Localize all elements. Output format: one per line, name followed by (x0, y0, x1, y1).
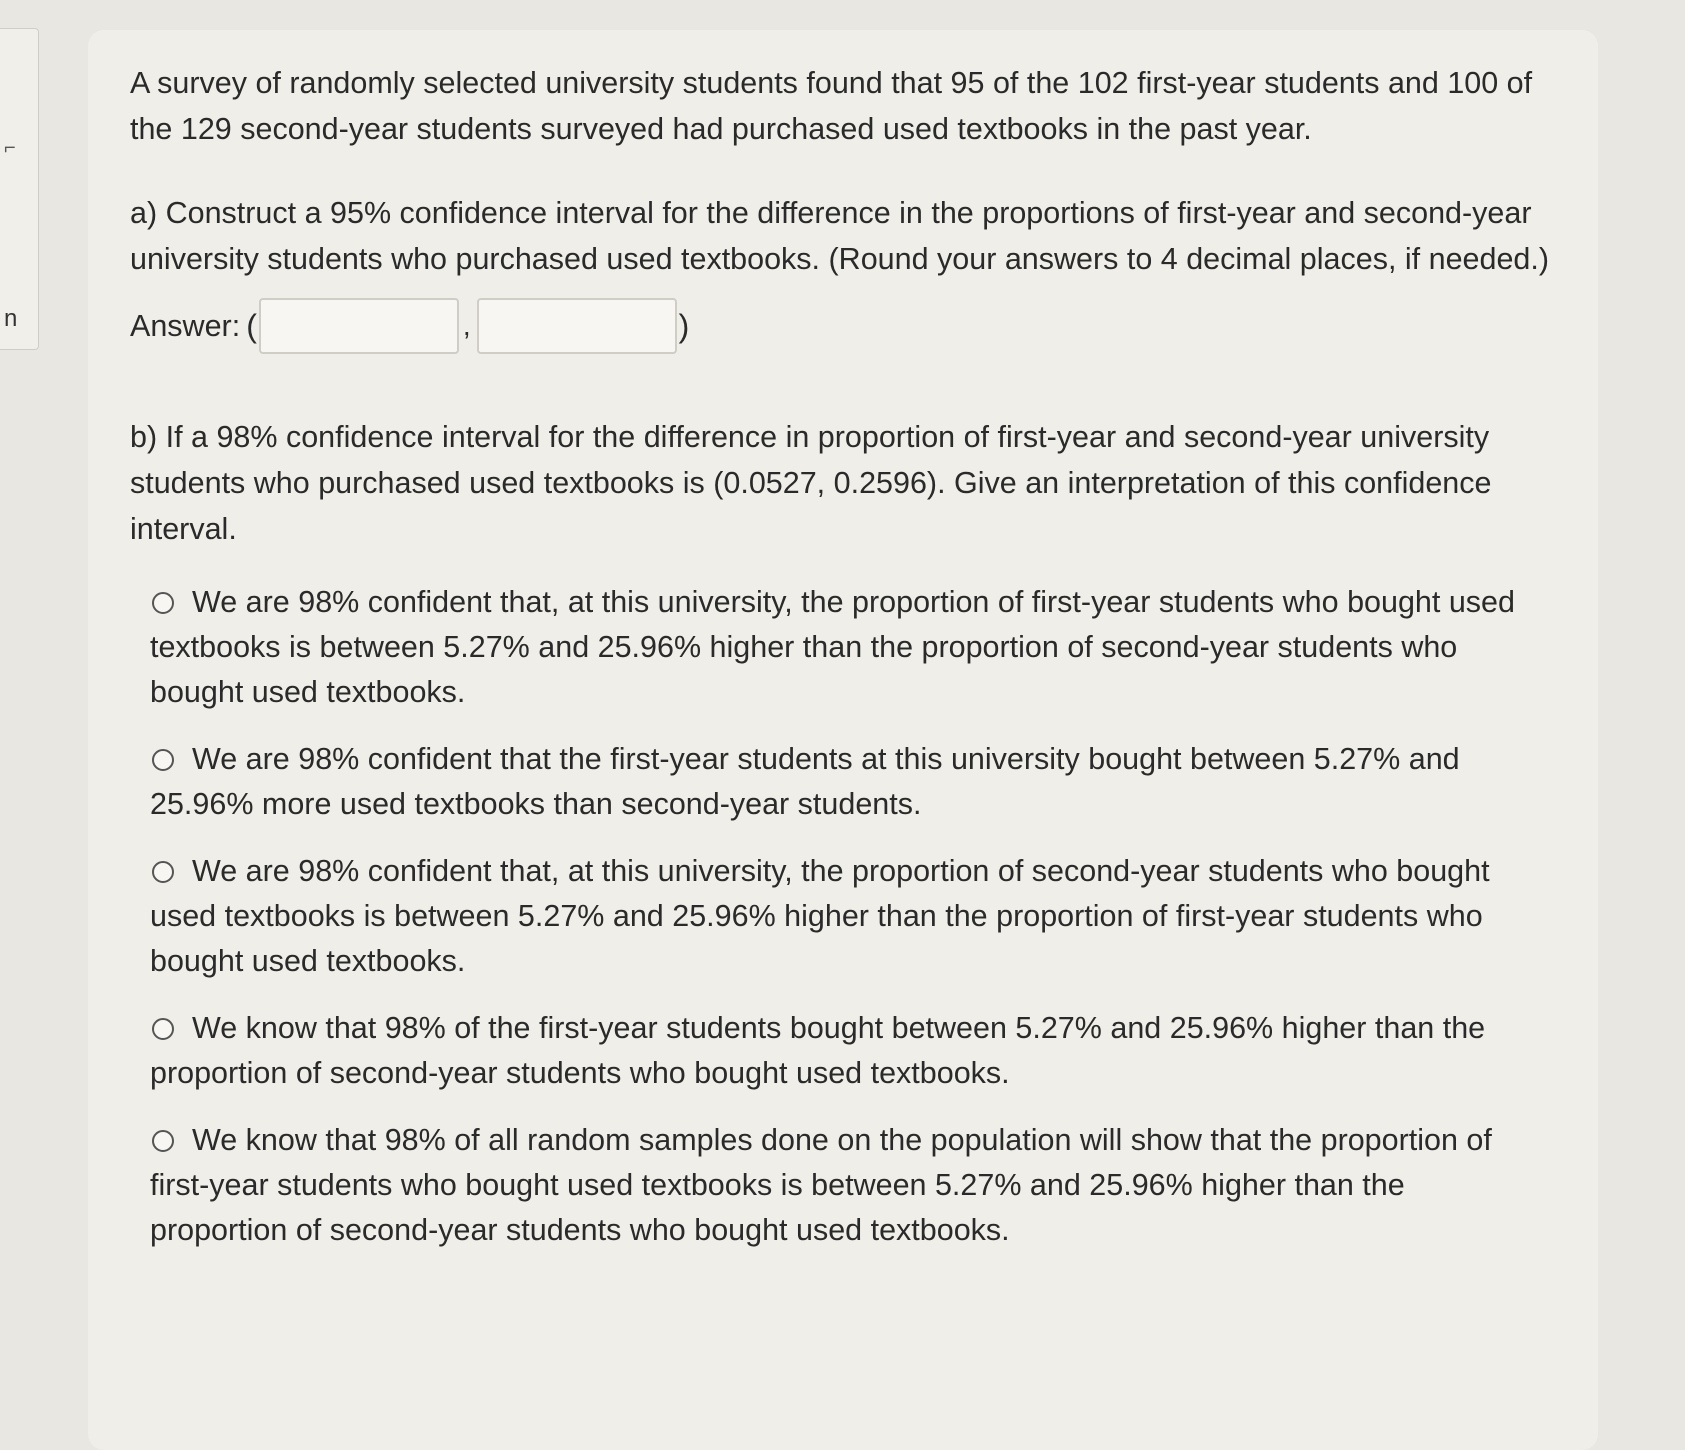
option-5-text: We know that 98% of all random samples done on the population will show that the proportion of first-year students who bought used textbooks is between 5.27% and 25.96% higher than the proportion of second-year students who bought used textbooks. (150, 1123, 1492, 1247)
radio-button-icon[interactable] (152, 1018, 174, 1040)
question-card (88, 30, 1598, 1450)
option-4[interactable] (150, 1006, 1550, 1096)
answer-label: Answer: (130, 308, 241, 343)
side-panel-text-fragment: n (4, 305, 18, 332)
option-2-text: We are 98% confident that the first-year students at this university bought between 5.27% and 25.96% more used textbooks than second-year students. (150, 742, 1460, 821)
open-paren: ( (246, 307, 257, 344)
side-panel-edge (0, 28, 39, 350)
interval-separator: , (462, 310, 471, 341)
radio-button-icon[interactable] (152, 1130, 174, 1152)
lower-bound-input[interactable] (259, 298, 459, 354)
option-2[interactable] (150, 737, 1550, 827)
question-intro: A survey of randomly selected university students found that 95 of the 102 first-year students and 100 of the 129 second-year students surveyed had purchased used textbooks in the past year. (130, 66, 1533, 146)
radio-button-icon[interactable] (152, 749, 174, 771)
option-3[interactable] (150, 849, 1550, 984)
part-a-answer-row (130, 294, 1570, 358)
part-b-prompt: b) If a 98% confidence interval for the difference in proportion of first-year and second-year university students who purchased used textbooks is (0.0527, 0.2596). Give an interpretation of this confidence interval. (130, 420, 1492, 546)
side-panel-mark: ⌐ (4, 137, 16, 159)
option-4-text: We know that 98% of the first-year students bought between 5.27% and 25.96% higher than the proportion of second-year students who bought used textbooks. (150, 1011, 1486, 1090)
close-paren: ) (678, 307, 690, 344)
option-1-text: We are 98% confident that, at this university, the proportion of first-year students who bought used textbooks is between 5.27% and 25.96% higher than the proportion of second-year students who bought used textbooks. (150, 585, 1515, 709)
option-1[interactable] (150, 580, 1550, 715)
part-a-prompt: a) Construct a 95% confidence interval for the difference in the proportions of first-year and second-year university students who purchased used textbooks. (Round your answers to 4 decimal places, if needed.) (130, 196, 1550, 276)
radio-button-icon[interactable] (152, 592, 174, 614)
interpretation-options (150, 580, 1550, 1253)
option-5[interactable] (150, 1118, 1550, 1253)
radio-button-icon[interactable] (152, 861, 174, 883)
upper-bound-input[interactable] (477, 298, 677, 354)
option-3-text: We are 98% confident that, at this university, the proportion of second-year students who bought used textbooks is between 5.27% and 25.96% higher than the proportion of first-year students who bought used textbooks. (150, 854, 1490, 978)
question-content (130, 60, 1570, 1275)
